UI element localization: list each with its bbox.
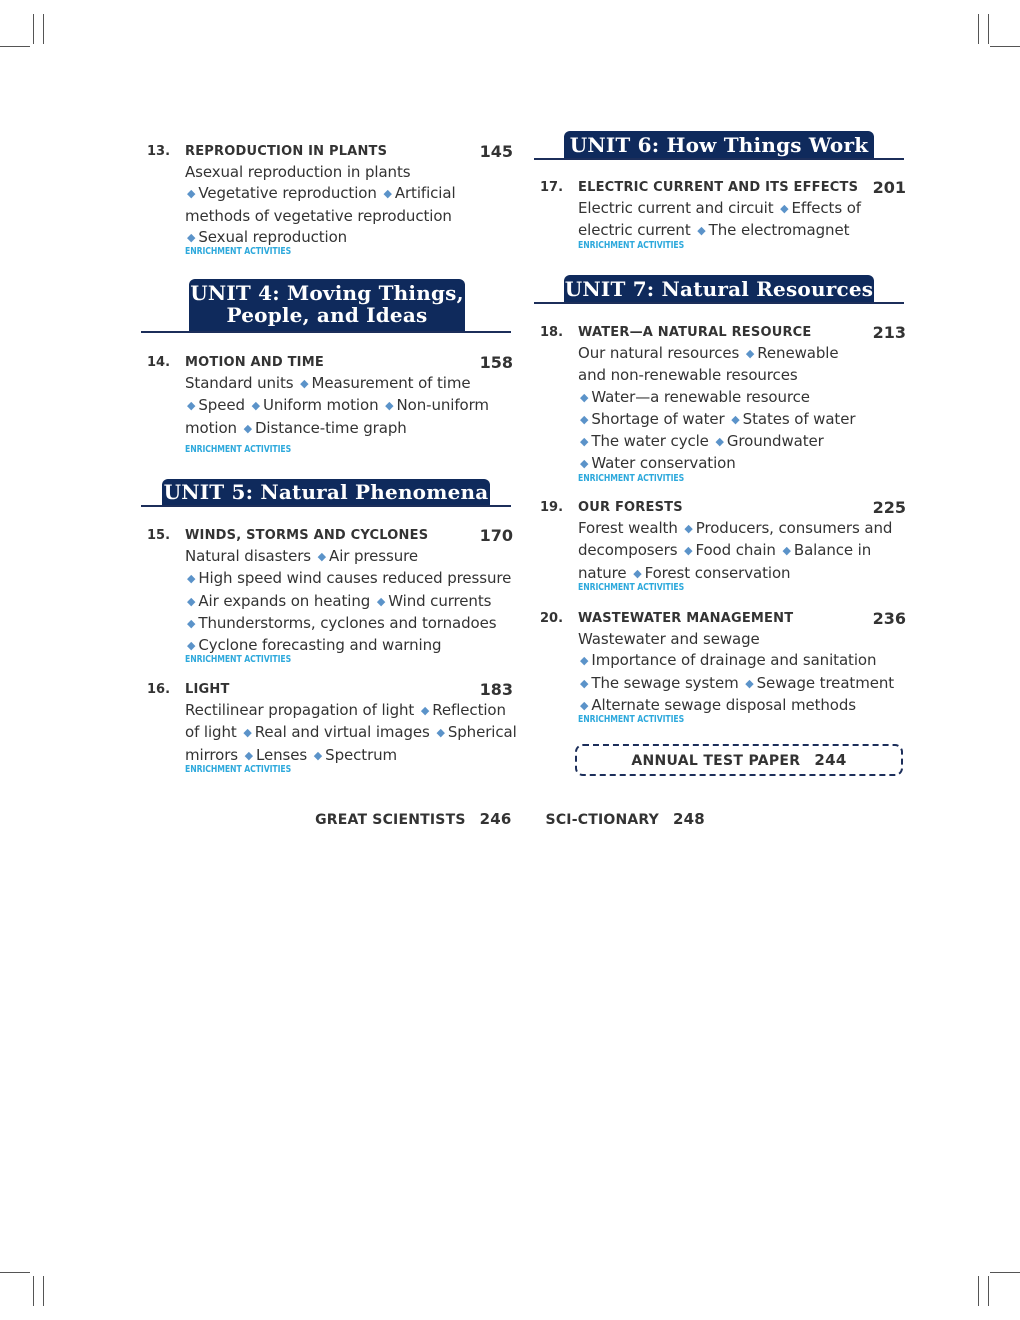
chapter-heading (147, 353, 513, 373)
bullet-icon: ◆ (383, 187, 392, 201)
topic: Importance of drainage and sanitation (591, 651, 877, 670)
great-scientists-label: GREAT SCIENTISTS (315, 812, 466, 828)
scictionary-entry[interactable] (546, 812, 705, 828)
bullet-icon: ◆ (187, 399, 196, 413)
unit-6-title: UNIT 6: How Things Work (569, 133, 869, 157)
chapter-18[interactable] (540, 323, 906, 484)
topic: Non-uniform (396, 396, 489, 415)
topic: Spectrum (325, 745, 398, 764)
chapter-topics (578, 343, 906, 484)
bullet-icon: ◆ (715, 435, 724, 449)
enrichment-activities: ENRICHMENT ACTIVITIES (185, 763, 292, 775)
bullet-icon: ◆ (780, 202, 789, 215)
chapter-page-number: 158 (479, 353, 513, 372)
topic: Producers, consumers and (695, 519, 893, 537)
right-column (540, 0, 906, 800)
chapter-page-number: 213 (872, 323, 906, 342)
topic: Our natural resources (578, 344, 740, 362)
crop-mark (43, 1276, 44, 1306)
chapter-title: WASTEWATER MANAGEMENT (578, 611, 794, 626)
bullet-icon: ◆ (385, 399, 394, 413)
bullet-icon: ◆ (684, 522, 693, 535)
unit-5-banner (162, 479, 490, 505)
chapter-heading (540, 178, 906, 198)
chapter-title: WATER—A NATURAL RESOURCE (578, 325, 812, 340)
topic: Water—a renewable resource (591, 387, 810, 406)
unit-7-banner (564, 275, 874, 302)
topic: Spherical (447, 723, 517, 742)
topic: and non-renewable resources (578, 366, 798, 385)
topic: The sewage system (591, 673, 739, 692)
bullet-icon: ◆ (313, 748, 323, 762)
bullet-icon: ◆ (580, 676, 589, 690)
bullet-icon: ◆ (436, 726, 445, 740)
enrichment-activities: ENRICHMENT ACTIVITIES (185, 246, 292, 258)
chapter-14[interactable] (147, 353, 513, 455)
chapter-number: 16. (147, 682, 171, 697)
topic: Lenses (256, 745, 308, 764)
chapter-title: LIGHT (185, 682, 230, 697)
bullet-icon: ◆ (745, 676, 754, 690)
unit-4-banner (189, 279, 465, 331)
chapter-topics (185, 700, 517, 775)
chapter-number: 15. (147, 528, 171, 543)
topic: Air pressure (329, 547, 419, 565)
bullet-icon: ◆ (580, 654, 589, 668)
crop-mark (33, 1276, 34, 1306)
bullet-icon: ◆ (420, 704, 430, 717)
topic: The water cycle (591, 432, 709, 451)
chapter-19[interactable] (540, 498, 906, 593)
topic: Wind currents (388, 591, 492, 610)
topic: Cyclone forecasting and warning (198, 636, 442, 655)
bullet-icon: ◆ (731, 412, 740, 426)
bullet-icon: ◆ (580, 457, 589, 471)
unit-rule (534, 158, 904, 160)
chapter-topics (185, 546, 513, 665)
chapter-topics (578, 198, 906, 251)
back-matter-entries (0, 810, 1020, 828)
enrichment-activities: ENRICHMENT ACTIVITIES (578, 714, 685, 726)
great-scientists-entry[interactable] (315, 812, 511, 828)
chapter-16[interactable] (147, 680, 517, 775)
topic: Vegetative reproduction (198, 184, 377, 203)
chapter-heading (540, 609, 906, 629)
crop-mark (988, 14, 989, 44)
topic: Air expands on heating (198, 591, 371, 610)
chapter-page-number: 183 (479, 680, 513, 699)
bullet-icon: ◆ (244, 748, 254, 762)
bullet-icon: ◆ (684, 544, 693, 558)
bullet-icon: ◆ (187, 594, 196, 608)
topic: Forest conservation (644, 563, 791, 582)
topic: Rectilinear propagation of light (185, 701, 415, 719)
unit-5-title: UNIT 5: Natural Phenomena (163, 480, 489, 504)
topic: Thunderstorms, cyclones and tornadoes (198, 613, 497, 632)
enrichment-activities: ENRICHMENT ACTIVITIES (578, 472, 685, 484)
chapter-heading (147, 142, 513, 162)
topic: Distance-time graph (254, 418, 407, 437)
bullet-icon: ◆ (251, 399, 260, 413)
bullet-icon: ◆ (317, 550, 327, 563)
topic: Electric current and circuit (578, 199, 774, 217)
chapter-topics (578, 629, 906, 725)
topic: Artificial (394, 184, 456, 203)
left-column (147, 0, 517, 800)
unit-4-title-line1: UNIT 4: Moving Things, (190, 281, 464, 305)
bullet-icon: ◆ (745, 347, 755, 360)
topic: Real and virtual images (254, 723, 430, 742)
crop-mark (0, 1272, 30, 1273)
chapter-number: 20. (540, 611, 564, 626)
crop-mark (43, 14, 44, 44)
topic: The electromagnet (708, 221, 850, 240)
crop-mark (978, 1276, 979, 1306)
chapter-number: 17. (540, 180, 564, 195)
topic: Uniform motion (262, 396, 379, 415)
chapter-heading (540, 323, 906, 343)
topic: Reflection (432, 701, 506, 719)
chapter-page-number: 236 (872, 609, 906, 628)
chapter-topics (185, 373, 513, 455)
topic: Alternate sewage disposal methods (591, 695, 857, 714)
scictionary-label: SCI-CTIONARY (545, 812, 659, 828)
topic: Measurement of time (311, 374, 471, 392)
unit-4-title-line2: People, and Ideas (226, 303, 428, 327)
chapter-title: MOTION AND TIME (185, 355, 324, 370)
topic: Effects of (791, 199, 861, 217)
topic: Water conservation (591, 454, 736, 473)
bullet-icon: ◆ (187, 639, 196, 653)
chapter-title: ELECTRIC CURRENT AND ITS EFFECTS (578, 180, 859, 195)
crop-mark (990, 46, 1020, 47)
bullet-icon: ◆ (580, 390, 589, 404)
chapter-title: REPRODUCTION IN PLANTS (185, 144, 388, 159)
chapter-title: OUR FORESTS (578, 500, 683, 515)
topic: Forest wealth (578, 519, 678, 537)
bullet-icon: ◆ (243, 726, 252, 740)
great-scientists-page: 246 (479, 810, 512, 828)
bullet-icon: ◆ (187, 616, 196, 630)
chapter-heading (147, 680, 513, 700)
topic: Standard units (185, 374, 294, 392)
topic: Speed (198, 396, 245, 415)
topic: methods of vegetative reproduction (185, 206, 452, 225)
topic: Shortage of water (591, 409, 725, 428)
unit-rule (141, 505, 511, 507)
topic: Asexual reproduction in plants (185, 163, 411, 181)
topic: Sewage treatment (756, 673, 895, 692)
bullet-icon: ◆ (580, 435, 589, 449)
topic: Wastewater and sewage (578, 630, 760, 648)
enrichment-activities: ENRICHMENT ACTIVITIES (578, 239, 685, 251)
chapter-number: 14. (147, 355, 171, 370)
topic: nature (578, 563, 627, 582)
unit-rule (141, 331, 511, 333)
chapter-17[interactable] (540, 178, 906, 251)
bullet-icon: ◆ (300, 377, 309, 390)
chapter-page-number: 201 (872, 178, 906, 197)
topic: motion (185, 418, 237, 437)
chapter-page-number: 170 (479, 526, 513, 545)
chapter-page-number: 225 (872, 498, 906, 517)
bullet-icon: ◆ (580, 412, 589, 426)
crop-mark (0, 46, 30, 47)
chapter-20[interactable] (540, 609, 906, 725)
chapter-heading (147, 526, 513, 546)
bullet-icon: ◆ (782, 544, 791, 558)
unit-7-title: UNIT 7: Natural Resources (564, 277, 874, 301)
crop-mark (978, 14, 979, 44)
bullet-icon: ◆ (187, 187, 196, 201)
topic: electric current (578, 221, 691, 240)
enrichment-activities: ENRICHMENT ACTIVITIES (185, 443, 292, 455)
topic: Groundwater (726, 432, 824, 451)
crop-mark (33, 14, 34, 44)
bullet-icon: ◆ (697, 224, 706, 238)
chapter-number: 13. (147, 144, 171, 159)
topic: Sexual reproduction (198, 227, 348, 246)
topic: of light (185, 723, 237, 742)
topic: mirrors (185, 745, 238, 764)
topic: High speed wind causes reduced pressure (198, 569, 512, 588)
chapter-number: 18. (540, 325, 564, 340)
crop-mark (988, 1276, 989, 1306)
topic: States of water (742, 409, 856, 428)
scictionary-page: 248 (672, 810, 705, 828)
bullet-icon: ◆ (633, 566, 642, 580)
bullet-icon: ◆ (580, 698, 589, 712)
enrichment-activities: ENRICHMENT ACTIVITIES (578, 581, 685, 593)
enrichment-activities: ENRICHMENT ACTIVITIES (185, 654, 292, 666)
chapter-title: WINDS, STORMS AND CYCLONES (185, 528, 429, 543)
chapter-15[interactable] (147, 526, 513, 665)
bullet-icon: ◆ (376, 594, 386, 608)
chapter-heading (540, 498, 906, 518)
annual-test-paper-entry[interactable] (575, 744, 903, 776)
chapter-number: 19. (540, 500, 564, 515)
unit-rule (534, 302, 904, 304)
topic: Balance in (793, 541, 872, 560)
topic: Renewable (757, 344, 839, 362)
topic: decomposers (578, 541, 678, 560)
annual-test-paper-page: 244 (814, 751, 847, 769)
chapter-13[interactable] (147, 142, 513, 257)
annual-test-paper-label: ANNUAL TEST PAPER (631, 753, 801, 769)
chapter-topics (185, 162, 513, 257)
topic: Food chain (695, 541, 776, 560)
chapter-topics (578, 518, 906, 593)
bullet-icon: ◆ (243, 421, 252, 435)
crop-mark (990, 1272, 1020, 1273)
topic: Natural disasters (185, 547, 311, 565)
bullet-icon: ◆ (187, 230, 196, 244)
bullet-icon: ◆ (187, 572, 196, 586)
unit-6-banner (564, 131, 874, 158)
chapter-page-number: 145 (479, 142, 513, 161)
